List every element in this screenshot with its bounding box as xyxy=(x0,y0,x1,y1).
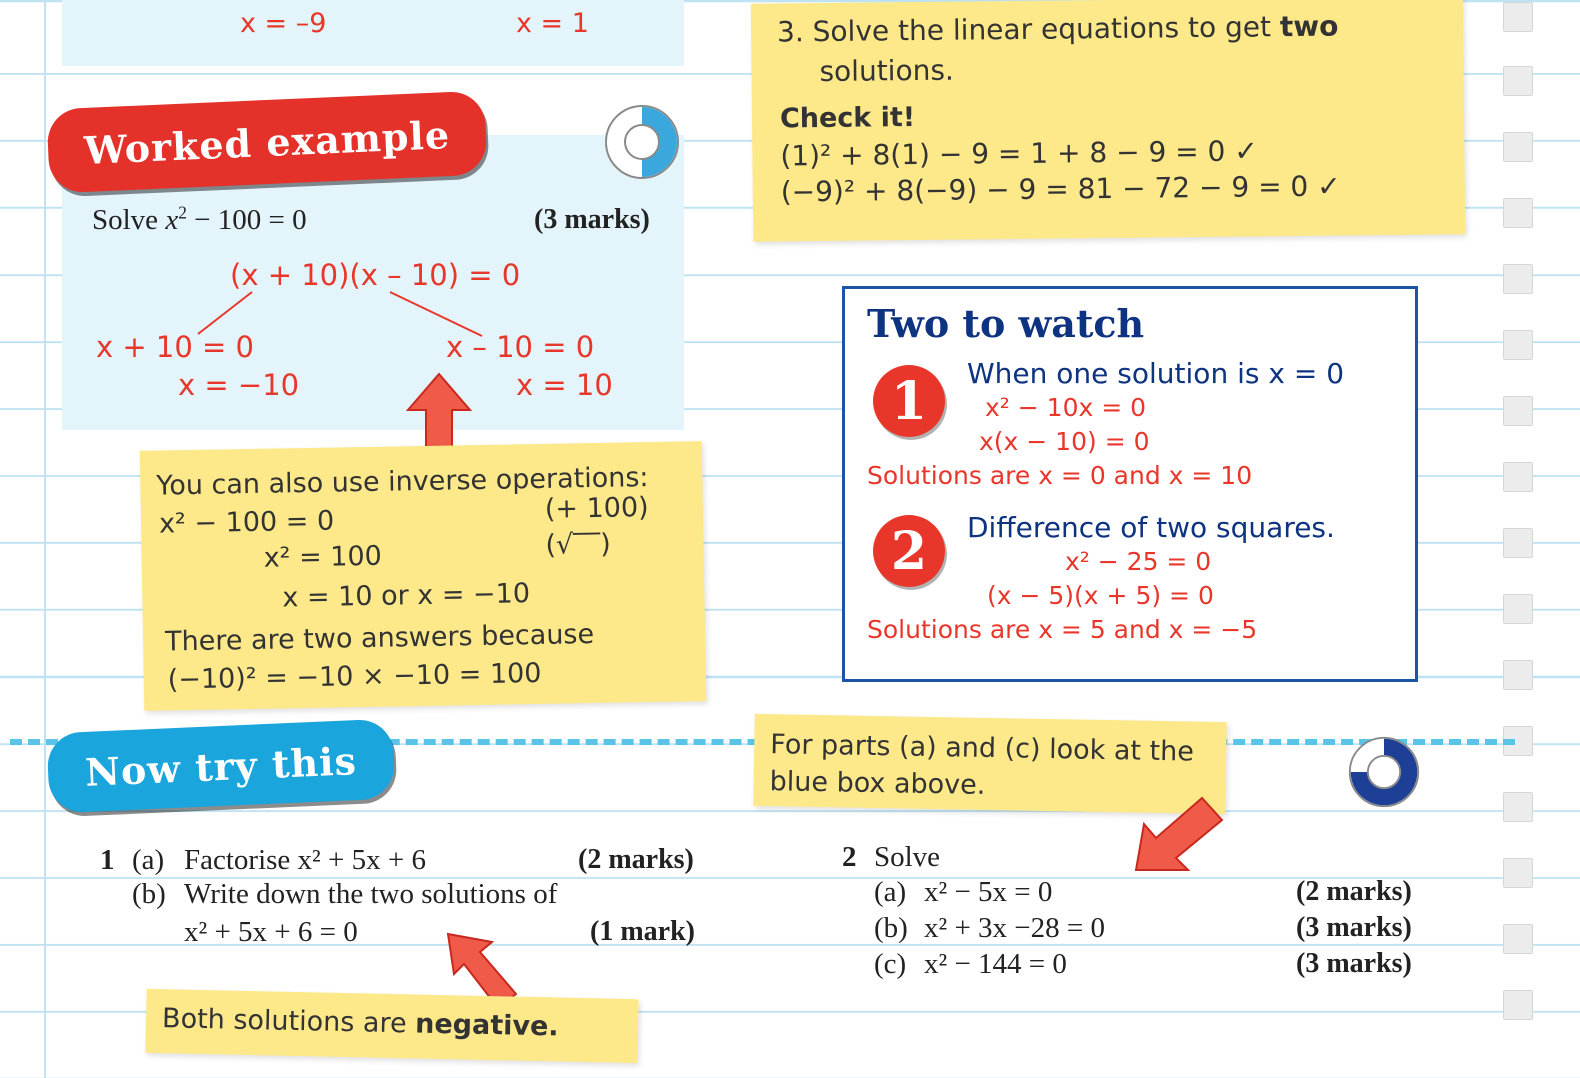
watch1-eq2: x(x − 10) = 0 xyxy=(979,427,1150,456)
q1b-equation: x² + 5x + 6 = 0 xyxy=(184,916,358,948)
checkbox[interactable] xyxy=(1503,990,1533,1020)
q2a-marks: (2 marks) xyxy=(1296,876,1412,907)
worked-marks: (3 marks) xyxy=(534,204,650,235)
checkbox[interactable] xyxy=(1503,924,1533,954)
q2a-equation: x² − 5x = 0 xyxy=(924,876,1053,908)
check-line-1: (1)² + 8(1) − 9 = 1 + 8 − 9 = 0 ✓ xyxy=(780,134,1258,173)
left-solution: x = −10 xyxy=(178,368,300,402)
watch1-solutions: Solutions are x = 0 and x = 10 xyxy=(867,461,1253,490)
arrow-down-left-icon xyxy=(1132,794,1232,876)
checkbox[interactable] xyxy=(1503,858,1533,888)
checkbox[interactable] xyxy=(1503,264,1533,294)
hint-top-text: For parts (a) and (c) look at the blue box above. xyxy=(769,729,1195,801)
worked-example-banner: Worked example xyxy=(46,90,487,193)
left-linear-eq: x + 10 = 0 xyxy=(96,330,254,364)
step3-line1: 3. Solve the linear equations to get two xyxy=(776,9,1339,49)
previous-example-panel xyxy=(62,0,684,66)
inverse-line5: (−10)² = −10 × −10 = 100 xyxy=(167,657,542,696)
factorised-equation: (x + 10)(x – 10) = 0 xyxy=(230,258,521,292)
difficulty-dial-2-icon xyxy=(1346,734,1422,810)
q2-text: Solve xyxy=(874,841,941,873)
q1a-label: (a) xyxy=(132,844,165,876)
watch2-solutions: Solutions are x = 5 and x = −5 xyxy=(867,615,1258,644)
inverse-line1: x² − 100 = 0 xyxy=(158,505,335,540)
margin-line xyxy=(44,0,46,1078)
q2b-label: (b) xyxy=(874,912,908,944)
q1a-text: Factorise x² + 5x + 6 xyxy=(184,844,426,876)
inverse-operations-note xyxy=(140,441,706,711)
inverse-line2-note: (√‾‾) xyxy=(545,528,612,561)
checkbox[interactable] xyxy=(1503,132,1533,162)
right-linear-eq: x – 10 = 0 xyxy=(446,330,595,364)
inverse-line4: There are two answers because xyxy=(164,619,595,658)
checkbox[interactable] xyxy=(1503,396,1533,426)
step3-note xyxy=(751,0,1465,242)
checkbox[interactable] xyxy=(1503,66,1533,96)
right-solution: x = 10 xyxy=(516,368,613,402)
number-two-badge: 2 xyxy=(873,515,945,587)
check-title: Check it! xyxy=(779,102,916,135)
top-left-solution: x = –9 xyxy=(240,8,327,39)
checkbox[interactable] xyxy=(1503,2,1533,32)
now-try-this-banner: Now try this xyxy=(46,718,395,813)
q1b-label: (b) xyxy=(132,878,166,910)
inverse-line3: x = 10 or x = −10 xyxy=(282,578,531,614)
difficulty-dial-icon xyxy=(602,102,682,182)
q2b-marks: (3 marks) xyxy=(1296,912,1412,943)
two-to-watch-title: Two to watch xyxy=(867,301,1145,346)
q2b-equation: x² + 3x −28 = 0 xyxy=(924,912,1106,944)
two-to-watch-box xyxy=(842,286,1418,682)
step3-line2: solutions. xyxy=(819,53,955,89)
checkbox[interactable] xyxy=(1503,198,1533,228)
worked-question: Solve $x^2 - 100 = 0$ xyxy=(92,202,307,236)
q1b-text: Write down the two solutions of xyxy=(184,878,558,910)
q2c-marks: (3 marks) xyxy=(1296,948,1412,979)
top-right-solution: x = 1 xyxy=(516,8,589,39)
q1-number: 1 xyxy=(100,844,115,876)
inverse-line1-note: (+ 100) xyxy=(544,492,649,525)
inverse-line2: x² = 100 xyxy=(263,540,383,574)
watch2-eq1: x² − 25 = 0 xyxy=(1065,547,1212,576)
checkbox[interactable] xyxy=(1503,660,1533,690)
hint-bottom-text: Both solutions are negative. xyxy=(161,1003,559,1043)
q1b-marks: (1 mark) xyxy=(590,916,695,947)
q1a-marks: (2 marks) xyxy=(578,844,694,875)
checkbox[interactable] xyxy=(1503,792,1533,822)
inverse-intro: You can also use inverse operations: xyxy=(156,462,649,502)
checkbox[interactable] xyxy=(1503,594,1533,624)
watch2-heading: Difference of two squares. xyxy=(967,511,1335,544)
watch1-heading: When one solution is x = 0 xyxy=(967,357,1345,390)
number-one-badge: 1 xyxy=(873,365,945,437)
watch2-eq2: (x − 5)(x + 5) = 0 xyxy=(987,581,1214,610)
checkbox[interactable] xyxy=(1503,528,1533,558)
watch1-eq1: x² − 10x = 0 xyxy=(985,393,1147,422)
q2a-label: (a) xyxy=(874,876,907,908)
check-line-2: (−9)² + 8(−9) − 9 = 81 − 72 − 9 = 0 ✓ xyxy=(780,169,1341,209)
q2c-label: (c) xyxy=(874,948,907,980)
q2-number: 2 xyxy=(842,841,857,873)
hint-note-bottom xyxy=(145,989,638,1063)
q2c-equation: x² − 144 = 0 xyxy=(924,948,1067,980)
checkbox[interactable] xyxy=(1503,462,1533,492)
checkbox[interactable] xyxy=(1503,330,1533,360)
